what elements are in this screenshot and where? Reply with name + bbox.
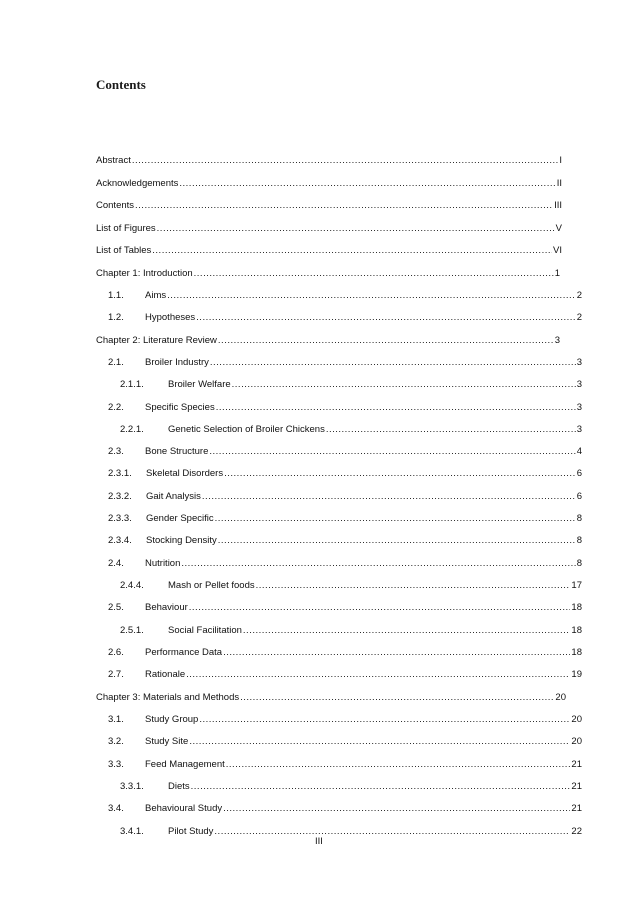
dot-leader	[152, 245, 552, 256]
toc-entry-page: 8	[576, 513, 582, 524]
toc-entry[interactable]	[96, 155, 562, 169]
toc-entry[interactable]	[108, 736, 582, 750]
toc-entry-number: 2.1.	[108, 357, 124, 368]
dot-leader	[215, 513, 576, 524]
toc-entry[interactable]	[96, 200, 562, 214]
toc-entry-title: Gait Analysis	[146, 491, 201, 502]
dot-leader	[196, 312, 576, 323]
toc-entry[interactable]	[120, 424, 582, 438]
toc-entry[interactable]	[108, 803, 582, 817]
dot-leader	[216, 402, 576, 413]
toc-entry-title: Behavioural Study	[145, 803, 223, 814]
toc-entry-page: 18	[571, 625, 582, 636]
toc-entry-page: 8	[576, 535, 582, 546]
toc-entry[interactable]	[96, 223, 562, 237]
toc-entry-number: 2.7.	[108, 669, 124, 680]
toc-entry-number: 2.3.1.	[108, 468, 132, 479]
toc-entry[interactable]	[108, 647, 582, 661]
toc-entry-number: 2.3.2.	[108, 491, 132, 502]
toc-entry-page: 17	[571, 580, 582, 591]
dot-leader	[199, 714, 570, 725]
toc-entry-title: Stocking Density	[146, 535, 217, 546]
dot-leader	[132, 155, 559, 166]
toc-entry-title: Hypotheses	[145, 312, 196, 323]
toc-entry[interactable]	[108, 669, 582, 683]
toc-entry-page: 4	[576, 446, 582, 457]
toc-entry[interactable]	[108, 535, 582, 549]
toc-entry[interactable]	[108, 602, 582, 616]
toc-entry-page: 18	[571, 602, 582, 613]
toc-entry-title: Genetic Selection of Broiler Chickens	[168, 424, 325, 435]
toc-entry[interactable]	[96, 245, 562, 259]
toc-entry[interactable]	[108, 402, 582, 416]
toc-entry-title: Chapter 2: Literature Review	[96, 335, 217, 346]
toc-entry-page: 2	[576, 312, 582, 323]
toc-entry-page: 1	[554, 268, 560, 279]
toc-entry[interactable]	[120, 781, 582, 795]
dot-leader	[226, 759, 571, 770]
toc-entry[interactable]	[96, 692, 566, 706]
toc-entry-title: Chapter 1: Introduction	[96, 268, 193, 279]
toc-entry-page: V	[555, 223, 562, 234]
dot-leader	[186, 669, 570, 680]
toc-entry-title: Bone Structure	[145, 446, 209, 457]
toc-entry-title: Pilot Study	[168, 826, 214, 837]
toc-entry-number: 2.6.	[108, 647, 124, 658]
dot-leader	[218, 535, 576, 546]
toc-entry-title: Feed Management	[145, 759, 225, 770]
toc-entry[interactable]	[120, 625, 582, 639]
toc-entry-number: 2.3.	[108, 446, 124, 457]
dot-leader	[218, 335, 554, 346]
toc-entry-title: Study Group	[145, 714, 199, 725]
toc-entry-number: 3.1.	[108, 714, 124, 725]
toc-entry[interactable]	[108, 513, 582, 527]
toc-entry-title: Nutrition	[145, 558, 181, 569]
toc-entry-title: List of Figures	[96, 223, 156, 234]
dot-leader	[189, 602, 571, 613]
toc-entry-page: 20	[571, 714, 582, 725]
toc-entry-title: Broiler Welfare	[168, 379, 231, 390]
toc-entry-title: Aims	[145, 290, 167, 301]
toc-entry-page: 3	[576, 424, 582, 435]
dot-leader	[232, 379, 576, 390]
dot-leader	[223, 647, 570, 658]
toc-entry[interactable]	[108, 558, 582, 572]
toc-entry-title: Abstract	[96, 155, 131, 166]
toc-entry[interactable]	[108, 468, 582, 482]
dot-leader	[243, 625, 571, 636]
toc-entry-title: Diets	[168, 781, 190, 792]
toc-entry-page: VI	[553, 245, 562, 256]
toc-entry-number: 2.5.	[108, 602, 124, 613]
toc-entry-title: Performance Data	[145, 647, 223, 658]
toc-entry-title: Social Facilitation	[168, 625, 242, 636]
dot-leader	[189, 736, 570, 747]
toc-entry[interactable]	[108, 312, 582, 326]
toc-entry-page: II	[556, 178, 562, 189]
toc-entry-number: 1.1.	[108, 290, 124, 301]
page-number: III	[315, 836, 323, 847]
toc-entry-number: 3.4.1.	[120, 826, 144, 837]
toc-entry[interactable]	[120, 580, 582, 594]
toc-entry-page: 2	[576, 290, 582, 301]
toc-entry-title: List of Tables	[96, 245, 152, 256]
toc-entry[interactable]	[120, 379, 582, 393]
dot-leader	[157, 223, 555, 234]
toc-entry[interactable]	[108, 357, 582, 371]
toc-entry-title: Skeletal Disorders	[146, 468, 224, 479]
toc-entry-number: 2.4.	[108, 558, 124, 569]
toc-entry-number: 2.2.	[108, 402, 124, 413]
toc-entry[interactable]	[108, 290, 582, 304]
toc-entry-page: I	[559, 155, 562, 166]
dot-leader	[210, 357, 576, 368]
toc-entry-title: Chapter 3: Materials and Methods	[96, 692, 240, 703]
toc-entry-title: Rationale	[145, 669, 186, 680]
dot-leader	[181, 558, 575, 569]
dot-leader	[240, 692, 554, 703]
toc-entry[interactable]	[108, 714, 582, 728]
toc-entry-page: 6	[576, 468, 582, 479]
toc-entry-number: 3.3.	[108, 759, 124, 770]
toc-entry-page: 3	[576, 357, 582, 368]
toc-entry-page: 6	[576, 491, 582, 502]
toc-entry-number: 3.2.	[108, 736, 124, 747]
toc-entry-number: 1.2.	[108, 312, 124, 323]
toc-entry-page: 3	[576, 402, 582, 413]
toc-entry-page: 21	[571, 803, 582, 814]
dot-leader	[256, 580, 571, 591]
toc-entry-page: 20	[571, 736, 582, 747]
dot-leader	[223, 803, 570, 814]
dot-leader	[135, 200, 553, 211]
toc-entry-number: 2.5.1.	[120, 625, 144, 636]
toc-entry-page: 21	[571, 781, 582, 792]
toc-entry-page: 22	[571, 826, 582, 837]
toc-entry[interactable]	[108, 446, 582, 460]
toc-entry-number: 2.2.1.	[120, 424, 144, 435]
dot-leader	[202, 491, 576, 502]
toc-entry-title: Gender Specific	[146, 513, 214, 524]
toc-entry-title: Contents	[96, 200, 135, 211]
toc-entry[interactable]	[108, 491, 582, 505]
dot-leader	[194, 268, 554, 279]
toc-entry-title: Mash or Pellet foods	[168, 580, 255, 591]
page-title: Contents	[96, 77, 146, 92]
toc-entry-title: Broiler Industry	[145, 357, 209, 368]
dot-leader	[209, 446, 575, 457]
toc-entry-title: Acknowledgements	[96, 178, 179, 189]
toc-entry-page: 19	[571, 669, 582, 680]
toc-entry-page: 8	[576, 558, 582, 569]
toc-entry-title: Behaviour	[145, 602, 188, 613]
toc-entry-page: 18	[571, 647, 582, 658]
toc-entry-title: Study Site	[145, 736, 189, 747]
toc-entry-number: 2.3.3.	[108, 513, 132, 524]
toc-entry[interactable]	[96, 178, 562, 192]
dot-leader	[191, 781, 571, 792]
toc-entry-number: 3.4.	[108, 803, 124, 814]
toc-entry-number: 2.3.4.	[108, 535, 132, 546]
toc-entry-number: 2.1.1.	[120, 379, 144, 390]
toc-entry-page: 21	[571, 759, 582, 770]
dot-leader	[167, 290, 576, 301]
toc-entry[interactable]	[96, 335, 560, 349]
toc-entry-page: III	[554, 200, 562, 211]
dot-leader	[179, 178, 555, 189]
toc-entry[interactable]	[108, 759, 582, 773]
toc-entry[interactable]	[96, 268, 560, 282]
toc-entry-number: 3.3.1.	[120, 781, 144, 792]
toc-entry-page: 3	[554, 335, 560, 346]
toc-entry-page: 20	[555, 692, 566, 703]
toc-entry-page: 3	[576, 379, 582, 390]
toc-entry-title: Specific Species	[145, 402, 215, 413]
toc-entry-number: 2.4.4.	[120, 580, 144, 591]
dot-leader	[224, 468, 576, 479]
dot-leader	[326, 424, 576, 435]
